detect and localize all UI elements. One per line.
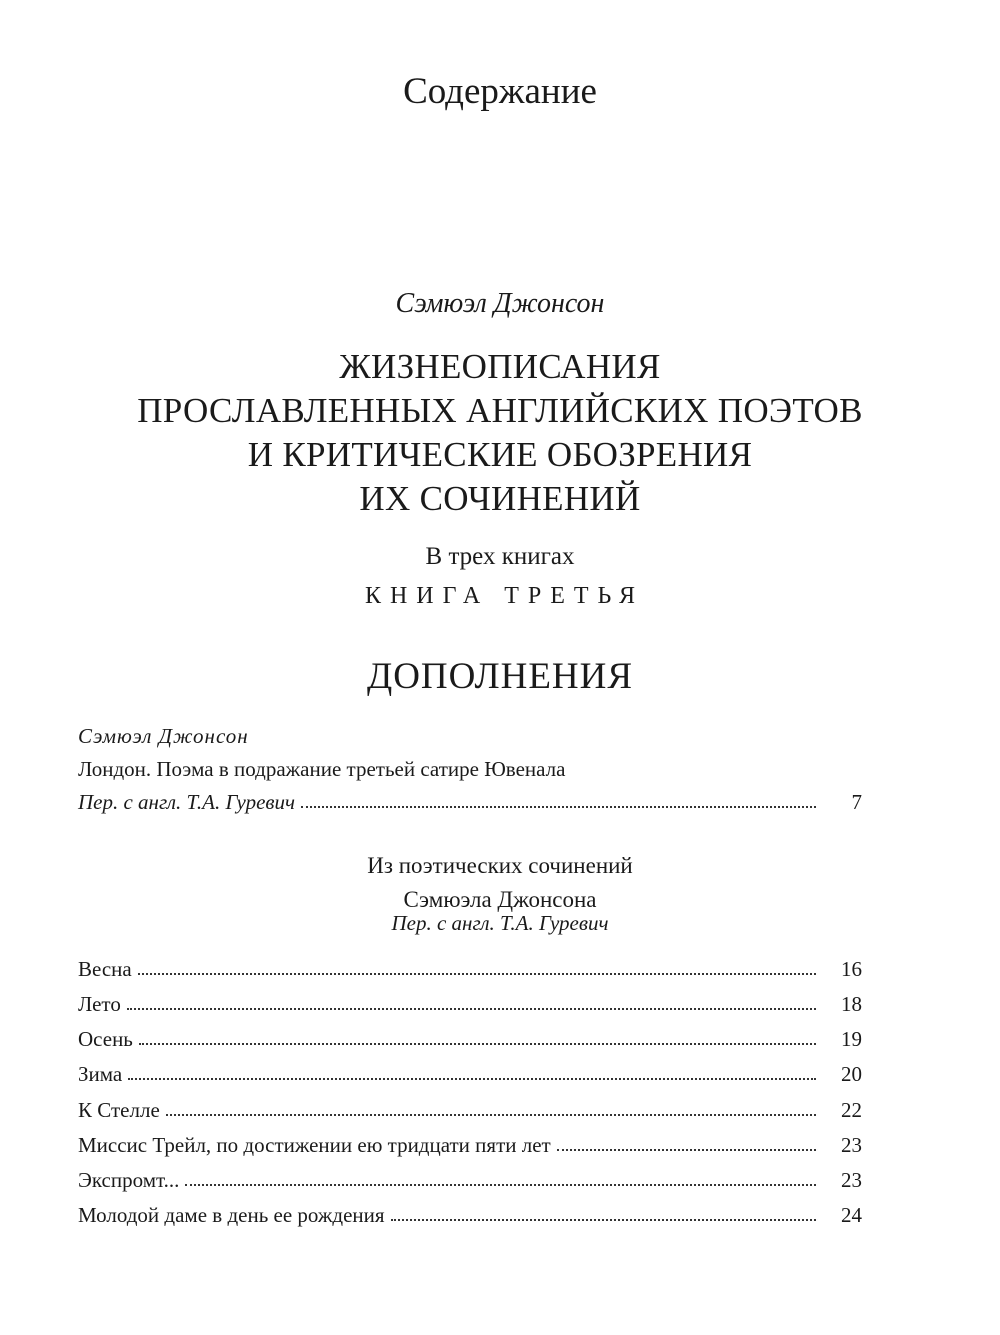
toc-page-number: 7	[851, 790, 862, 814]
volumes-note: В трех книгах	[425, 543, 575, 570]
toc-entry-label: Молодой даме в день ее рождения	[78, 1203, 385, 1227]
toc-page-number: 19	[841, 1027, 862, 1051]
group-translator: Пер. с англ. Т.А. Гуревич	[391, 911, 609, 935]
entry-title: Лондон. Поэма в подражание третьей сатире Ювенала	[78, 757, 566, 781]
toc-entry-label: Миссис Трейл, по достижении ею тридцати пяти лет	[78, 1133, 551, 1157]
toc-entry[interactable]	[78, 1093, 862, 1123]
book-title-line: И КРИТИЧЕСКИЕ ОБОЗРЕНИЯ	[247, 435, 753, 474]
toc-entry-label: Лето	[78, 992, 121, 1016]
toc-entry[interactable]	[78, 1022, 862, 1052]
section-title: ДОПОЛНЕНИЯ	[366, 656, 634, 697]
toc-entry-label: К Стелле	[78, 1098, 160, 1122]
toc-page-number: 23	[841, 1133, 862, 1157]
dot-leader	[127, 1007, 816, 1010]
toc-page-number: 16	[841, 957, 862, 981]
toc-entry[interactable]	[78, 1198, 862, 1228]
toc-entry[interactable]	[78, 1163, 862, 1193]
toc-entry-label: Осень	[78, 1027, 133, 1051]
toc-page-number: 23	[841, 1168, 862, 1192]
dot-leader	[166, 1113, 816, 1116]
dot-leader	[391, 1218, 816, 1221]
toc-entry[interactable]	[78, 1128, 862, 1158]
dot-leader	[139, 1042, 816, 1045]
toc-entry-label: Экспромт...	[78, 1168, 180, 1192]
toc-entry-label: Весна	[78, 957, 132, 981]
book-number: КНИГА ТРЕТЬЯ	[364, 583, 645, 609]
dot-leader	[557, 1148, 816, 1151]
toc-entry-label: Зима	[78, 1062, 123, 1086]
toc-entry-translator: Пер. с англ. Т.А. Гуревич	[78, 790, 296, 814]
book-title	[0, 345, 1000, 521]
toc-entry[interactable]	[78, 987, 862, 1017]
toc-entry[interactable]	[78, 1057, 862, 1087]
entry-author: Сэмюэл Джонсон	[78, 724, 249, 748]
book-title-line: ПРОСЛАВЛЕННЫХ АНГЛИЙСКИХ ПОЭТОВ	[137, 391, 863, 430]
toc-entry-london[interactable]	[78, 785, 862, 815]
toc-page-number: 22	[841, 1098, 862, 1122]
dot-leader	[128, 1077, 816, 1080]
toc-entry[interactable]	[78, 952, 862, 982]
book-author: Сэмюэл Джонсон	[395, 288, 605, 319]
group-title-line: Сэмюэла Джонсона	[403, 887, 597, 912]
dot-leader	[301, 805, 816, 808]
dot-leader	[138, 972, 816, 975]
page-heading: Содержание	[403, 71, 597, 112]
toc-page-number: 24	[841, 1203, 862, 1227]
toc-page-number: 18	[841, 992, 862, 1016]
group-title	[0, 849, 1000, 917]
toc-page-number: 20	[841, 1062, 862, 1086]
group-title-line: Из поэтических сочинений	[367, 853, 633, 878]
book-title-line: ЖИЗНЕОПИСАНИЯ	[339, 347, 661, 386]
dot-leader	[185, 1183, 816, 1186]
book-title-line: ИХ СОЧИНЕНИЙ	[359, 479, 641, 518]
